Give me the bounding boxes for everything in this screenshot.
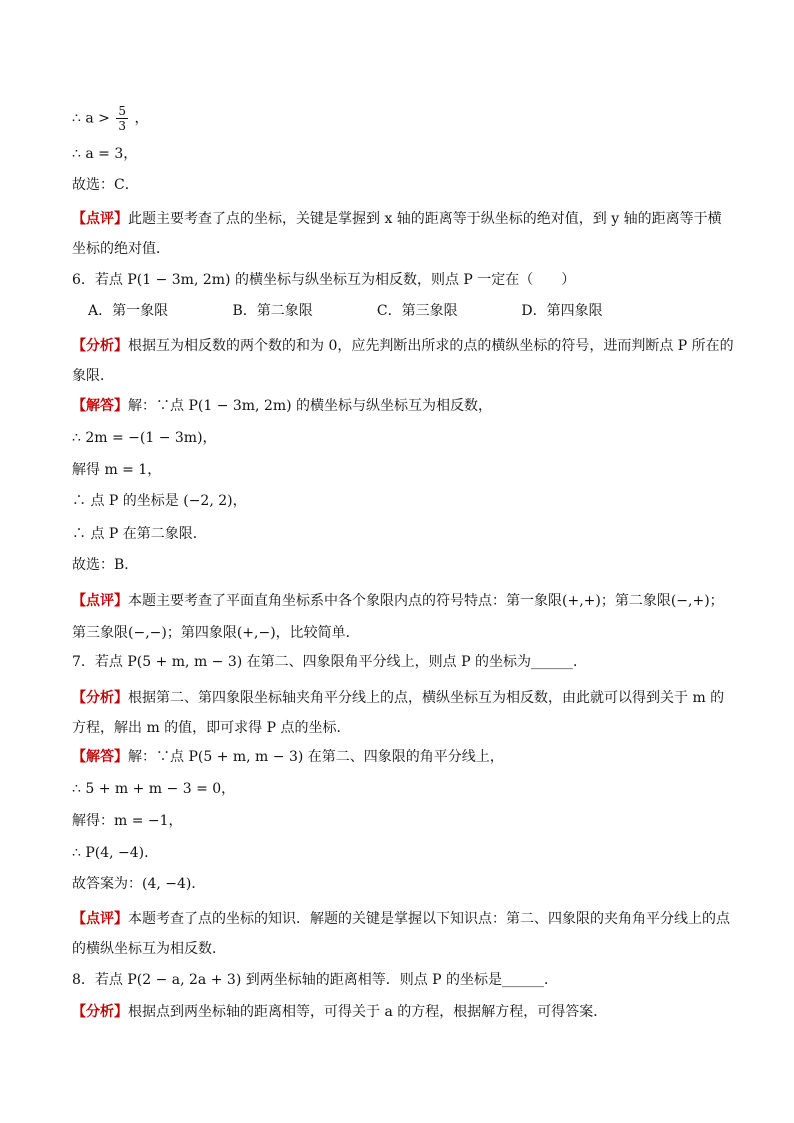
q8-analysis-line	[72, 1001, 734, 1023]
solution-line: ∴ a = 3，	[72, 146, 138, 162]
analysis-tag: 【分析】	[72, 338, 128, 354]
answer-text: 解：∵点 P(5 + m, m − 3) 在第二、四象限的角平分线上，	[128, 749, 504, 765]
q7-comment-paragraph	[72, 904, 734, 964]
q7-analysis-paragraph	[72, 683, 734, 743]
inequality-prefix: ∴ a >	[72, 110, 110, 127]
answer-tag: 【解答】	[72, 398, 128, 414]
choice-b: B．第二象限	[232, 303, 313, 319]
comment-tag: 【点评】	[72, 593, 128, 609]
comment-text: 本题考查了点的坐标的知识．解题的关键是掌握以下知识点：第二、四象限的夹角角平分线上的点的横纵坐标互为相反数．	[72, 911, 730, 957]
fraction-numerator: 5	[118, 104, 126, 118]
q6-step-3: ∴ 点 P 的坐标是 (−2, 2)，	[72, 493, 247, 509]
question-6-choices	[88, 300, 603, 322]
q6-answer-line	[72, 395, 734, 417]
analysis-text: 根据第二、第四象限坐标轴夹角平分线上的点，横纵坐标互为相反数，由此就可以得到关于 m 的方程，解出 m 的值，即可求得 P 点的坐标．	[72, 690, 725, 736]
comment-text: 本题主要考查了平面直角坐标系中各个象限内点的符号特点：第一象限(+,+)；第二象限(−,+)；第三象限(−,−)；第四象限(+,−)，比较简单．	[72, 593, 724, 641]
question-7: 7．若点 P(5 + m, m − 3) 在第二、四象限角平分线上，则点 P 的坐标为______．	[72, 654, 587, 670]
fraction-denominator: 3	[118, 119, 126, 133]
q6-step-1: ∴ 2m = −(1 − 3m)，	[72, 430, 217, 446]
choice-a: A．第一象限	[88, 303, 169, 319]
comment-paragraph	[72, 204, 734, 264]
q7-answer-line	[72, 746, 734, 768]
choice-c: C．第三象限	[376, 303, 458, 319]
answer-tag: 【解答】	[72, 749, 128, 765]
question-8: 8．若点 P(2 − a, 2a + 3) 到两坐标轴的距离相等．则点 P 的坐标是______．	[72, 972, 559, 988]
comment-text: 此题主要考查了点的坐标，关键是掌握到 x 轴的距离等于纵坐标的绝对值，到 y 轴的距离等于横坐标的绝对值．	[72, 211, 722, 257]
inequality-line	[72, 104, 734, 133]
q6-step-5: 故选：B．	[72, 557, 139, 573]
analysis-text: 根据互为相反数的两个数的和为 0，应先判断出所求的点的横纵坐标的符号，进而判断点 P 所在的象限．	[72, 338, 734, 384]
analysis-tag: 【分析】	[72, 1004, 128, 1020]
q7-step-1: ∴ 5 + m + m − 3 = 0，	[72, 781, 236, 797]
fraction	[116, 104, 128, 133]
q7-step-2: 解得：m = −1，	[72, 813, 183, 829]
analysis-tag: 【分析】	[72, 690, 128, 706]
choice-d: D．第四象限	[521, 303, 603, 319]
comment-tag: 【点评】	[72, 211, 128, 227]
inequality-suffix: ，	[134, 110, 149, 127]
question-6: 6．若点 P(1 − 3m, 2m) 的横坐标与纵坐标互为相反数，则点 P 一定在（ ）	[72, 272, 576, 288]
analysis-text: 根据点到两坐标轴的距离相等，可得关于 a 的方程，根据解方程，可得答案．	[128, 1004, 608, 1020]
q6-analysis-paragraph	[72, 331, 734, 391]
q7-step-4: 故答案为：(4, −4)．	[72, 876, 206, 892]
answer-text: 解：∵点 P(1 − 3m, 2m) 的横坐标与纵坐标互为相反数，	[128, 398, 493, 414]
comment-tag: 【点评】	[72, 911, 128, 927]
q6-comment-paragraph	[72, 585, 734, 649]
choice-result-line: 故选：C．	[72, 177, 139, 193]
q6-step-2: 解得 m = 1，	[72, 462, 162, 478]
q6-step-4: ∴ 点 P 在第二象限．	[72, 526, 207, 542]
q7-step-3: ∴ P(4, −4)．	[72, 845, 159, 861]
